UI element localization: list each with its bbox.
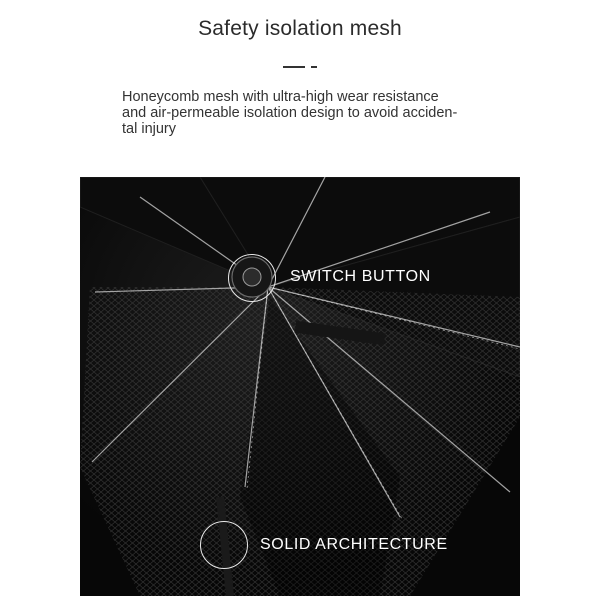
description-line-3: tal injury (122, 121, 176, 137)
umbrella-interior-photo (80, 177, 520, 596)
switch-button-highlight-ring (228, 254, 276, 302)
description-line-2: and air-permeable isolation design to avoid acciden- (122, 105, 458, 121)
umbrella-illustration (80, 177, 520, 596)
title-divider (283, 66, 305, 68)
description (122, 89, 492, 137)
solid-architecture-highlight-ring (200, 521, 248, 569)
description-line-1: Honeycomb mesh with ultra-high wear resistance (122, 89, 439, 105)
page-title: Safety isolation mesh (198, 17, 402, 40)
switch-button-label: SWITCH BUTTON (290, 268, 431, 285)
title-divider-dot (311, 66, 317, 68)
solid-architecture-label: SOLID ARCHITECTURE (260, 536, 448, 553)
